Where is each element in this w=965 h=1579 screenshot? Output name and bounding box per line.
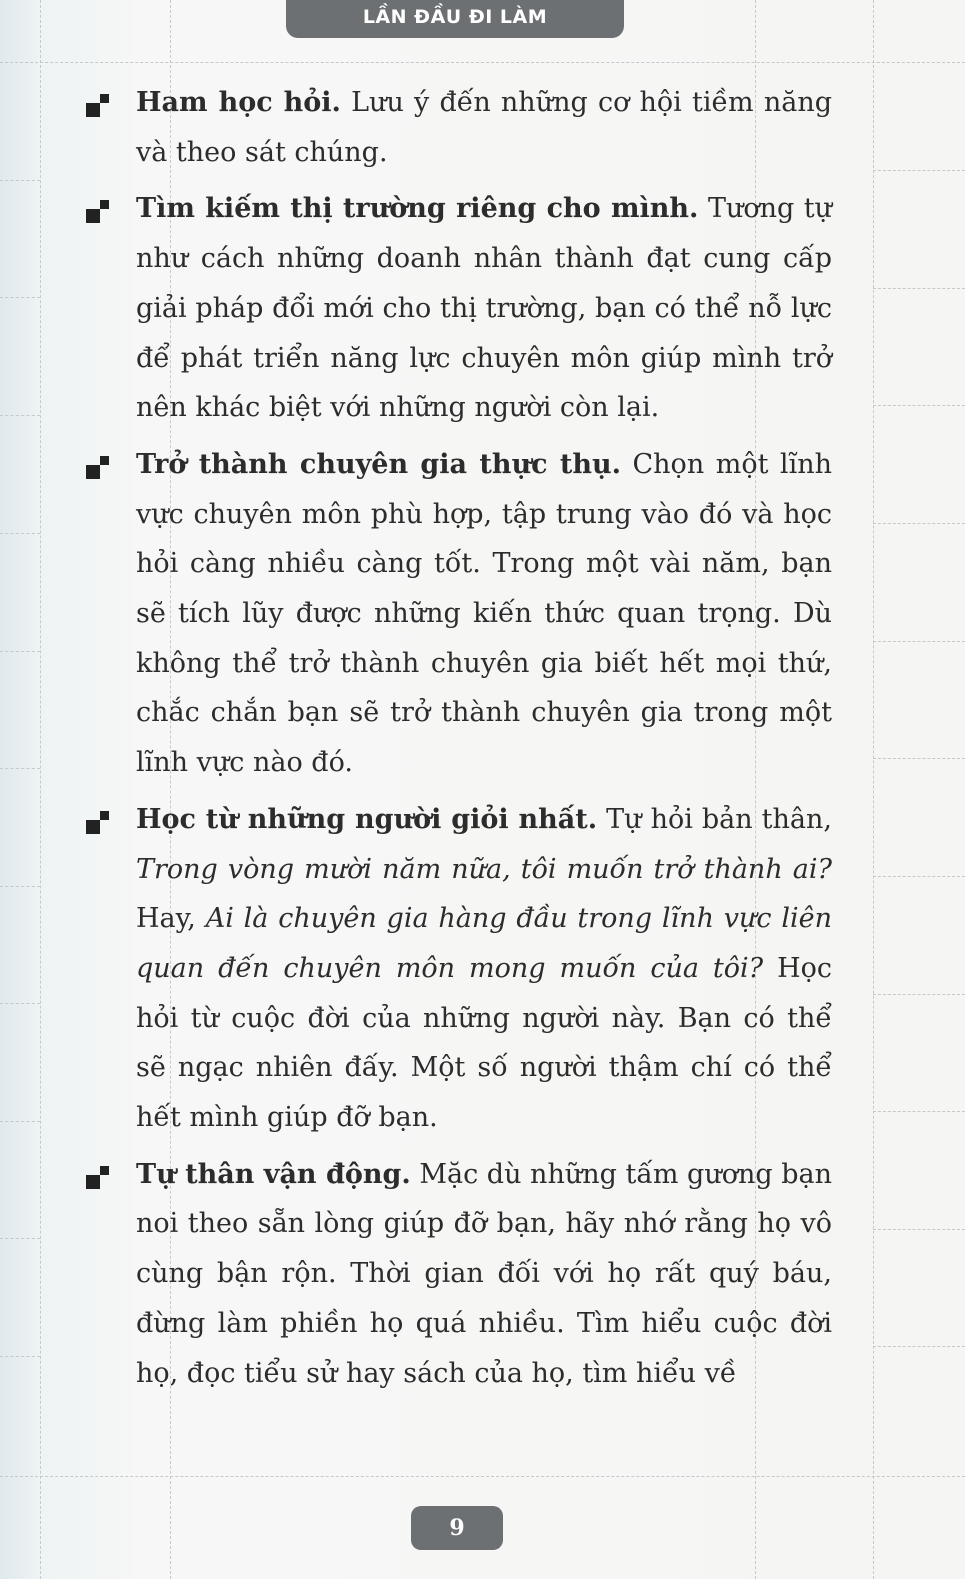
item-text: Tự hỏi bản thân,	[597, 803, 832, 835]
item-term: Học từ những người giỏi nhất.	[136, 803, 598, 835]
item-text: Mặc dù những tấm gương bạn noi theo sẵn lòng giúp đỡ bạn, hãy nhớ rằng họ vô cùng bận rộn. Thời gian đối với họ rất quý báu, đừng làm phiền họ quá nhiều. Tìm hiểu cuộc đời họ, đọc tiểu sử hay sách của họ, tìm hiểu về	[136, 1158, 833, 1389]
grid-line	[873, 1111, 965, 1112]
square-bullet-icon	[86, 456, 110, 480]
grid-line	[0, 1238, 40, 1239]
item-italic-question: Ai là chuyên gia hàng đầu trong lĩnh vực liên quan đến chuyên môn mong muốn của tôi?	[136, 903, 832, 984]
item-text: Hay,	[136, 903, 206, 935]
grid-line	[873, 0, 874, 1579]
item-term: Trở thành chuyên gia thực thụ.	[136, 448, 621, 480]
paragraph	[136, 78, 832, 177]
list-item	[86, 795, 832, 1143]
square-bullet-icon	[86, 811, 110, 835]
grid-line	[0, 886, 40, 887]
item-term: Tự thân vận động.	[136, 1158, 411, 1190]
square-bullet-icon	[86, 1166, 110, 1190]
item-text: Lưu ý đến những cơ hội tiềm năng và theo sát chúng.	[136, 87, 833, 168]
paragraph	[136, 795, 832, 1143]
grid-line	[0, 62, 965, 63]
item-italic-question: Trong vòng mười năm nữa, tôi muốn trở thành ai?	[136, 853, 832, 885]
paragraph	[136, 1150, 832, 1399]
grid-line	[0, 533, 40, 534]
grid-line	[0, 768, 40, 769]
item-text: Chọn một lĩnh vực chuyên môn phù hợp, tập trung vào đó và học hỏi càng nhiều càng tốt. Trong một vài năm, bạn sẽ tích lũy được những kiến thức quan trọng. Dù không thể trở thành chuyên gia biết hết mọi thứ, chắc chắn bạn sẽ trở thành chuyên gia trong một lĩnh vực nào đó.	[136, 448, 832, 779]
grid-line	[0, 297, 40, 298]
paragraph	[136, 440, 832, 788]
item-text: Học hỏi từ cuộc đời của những người này. Bạn có thể sẽ ngạc nhiên đấy. Một số người thậm chí có thể hết mình giúp đỡ bạn.	[136, 952, 832, 1134]
grid-line	[873, 876, 965, 877]
grid-line	[0, 1476, 965, 1477]
grid-line	[0, 1003, 40, 1004]
grid-line	[40, 0, 41, 1579]
square-bullet-icon	[86, 200, 110, 224]
running-header: LẦN ĐẦU ĐI LÀM	[286, 0, 624, 38]
bullet-list	[86, 78, 832, 1405]
grid-line	[873, 288, 965, 289]
list-item	[86, 78, 832, 177]
grid-line	[873, 405, 965, 406]
grid-line	[873, 523, 965, 524]
grid-line	[0, 180, 40, 181]
item-text: Tương tự như cách những doanh nhân thành đạt cung cấp giải pháp đổi mới cho thị trường, bạn có thể nỗ lực để phát triển năng lực chuyên môn giúp mình trở nên khác biệt với những người còn lại.	[136, 193, 833, 424]
grid-line	[0, 1121, 40, 1122]
list-item	[86, 184, 832, 433]
item-term: Tìm kiếm thị trường riêng cho mình.	[136, 193, 699, 225]
grid-line	[873, 1346, 965, 1347]
item-term: Ham học hỏi.	[136, 87, 341, 118]
list-item	[86, 440, 832, 788]
grid-line	[873, 758, 965, 759]
grid-line	[873, 170, 965, 171]
square-bullet-icon	[86, 94, 110, 118]
paragraph	[136, 184, 832, 433]
grid-line	[0, 651, 40, 652]
grid-line	[873, 1229, 965, 1230]
grid-line	[873, 641, 965, 642]
list-item	[86, 1150, 832, 1399]
grid-line	[873, 994, 965, 995]
page-number: 9	[411, 1506, 503, 1550]
grid-line	[0, 1356, 40, 1357]
grid-line	[0, 415, 40, 416]
